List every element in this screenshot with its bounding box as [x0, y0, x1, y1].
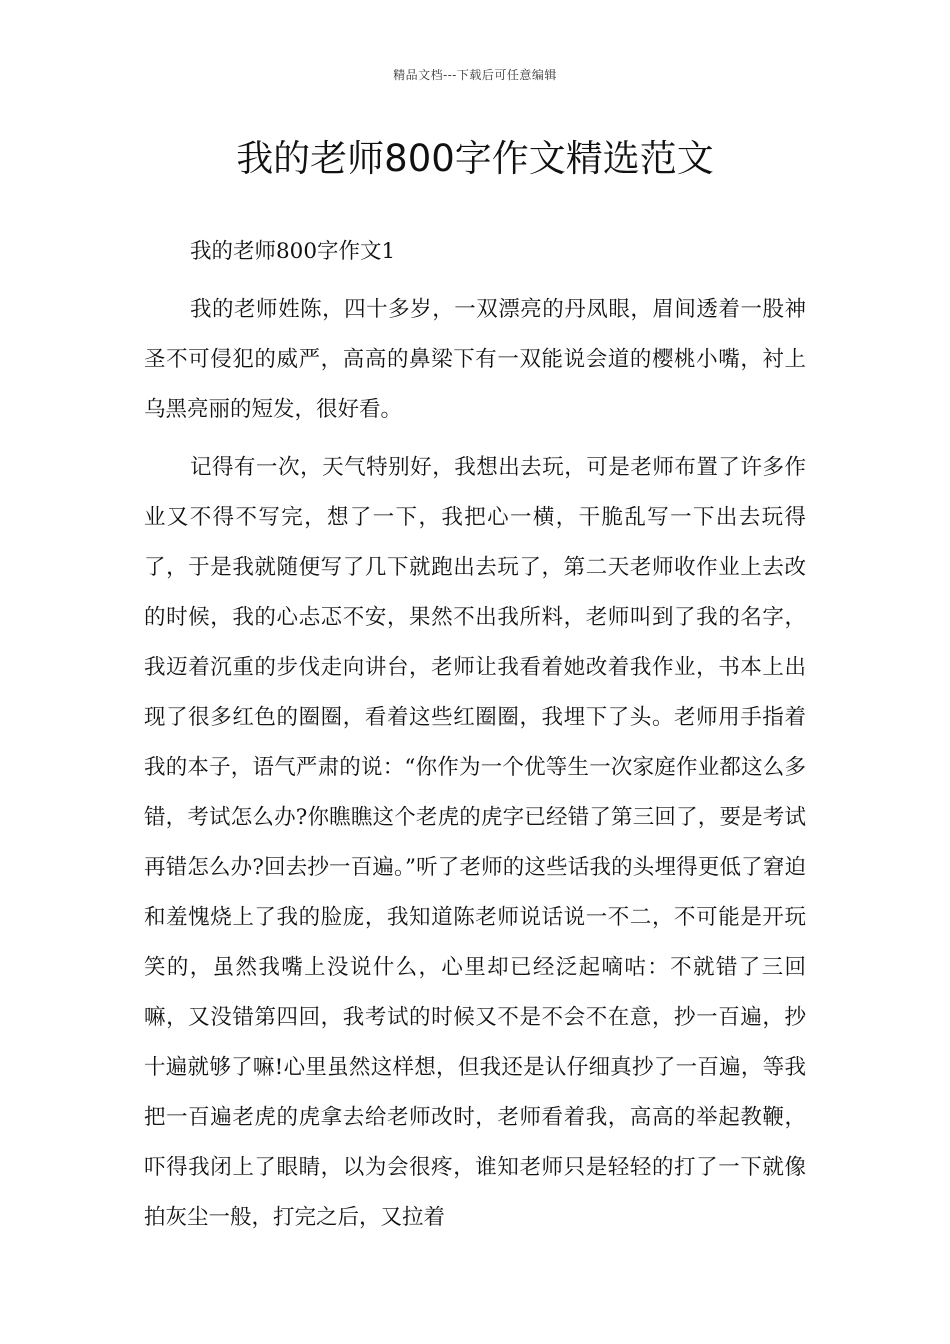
header-note: 精品文档---下载后可任意编辑 — [393, 68, 557, 82]
paragraph: 记得有一次，天气特别好，我想出去玩，可是老师布置了许多作业又不得不写完，想了一下，我把心一横，干脆乱写一下出去玩得了，于是我就随便写了几下就跑出去玩了，第二天老师收作业上去改的时候，我的心忐忑不安，果然不出我所料，老师叫到了我的名字，我迈着沉重的步伐走向讲台，老师让我看着她改着我作业，书本上出现了很多红色的圈圈，看着这些红圈圈，我埋下了头。老师用手指着我的本子，语气严肃的说：“你作为一个优等生一次家庭作业都这么多错，考试怎么办?你瞧瞧这个老虎的虎字已经错了第三回了，要是考试再错怎么办?回去抄一百遍。”听了老师的这些话我的头埋得更低了窘迫和羞愧烧上了我的脸庞，我知道陈老师说话说一不二，不可能是开玩笑的，虽然我嘴上没说什么，心里却已经泛起嘀咕：不就错了三回嘛，又没错第四回，我考试的时候又不是不会不在意，抄一百遍，抄十遍就够了嘛!心里虽然这样想，但我还是认仔细真抄了一百遍，等我把一百遍老虎的虎拿去给老师改时，老师看着我，高高的举起教鞭，吓得我闭上了眼睛，以为会很疼，谁知老师只是轻轻的打了一下就像拍灰尘一般，打完之后，又拉着 — [144, 455, 806, 1230]
section-title: 我的老师800字作文1 — [190, 239, 396, 264]
document-body — [144, 227, 806, 1243]
paragraph: 我的老师姓陈，四十多岁，一双漂亮的丹凤眼，眉间透着一股神圣不可侵犯的威严，高高的鼻梁下有一双能说会道的樱桃小嘴，衬上乌黑亮丽的短发，很好看。 — [144, 297, 806, 422]
document-title: 我的老师800字作文精选范文 — [236, 137, 714, 180]
